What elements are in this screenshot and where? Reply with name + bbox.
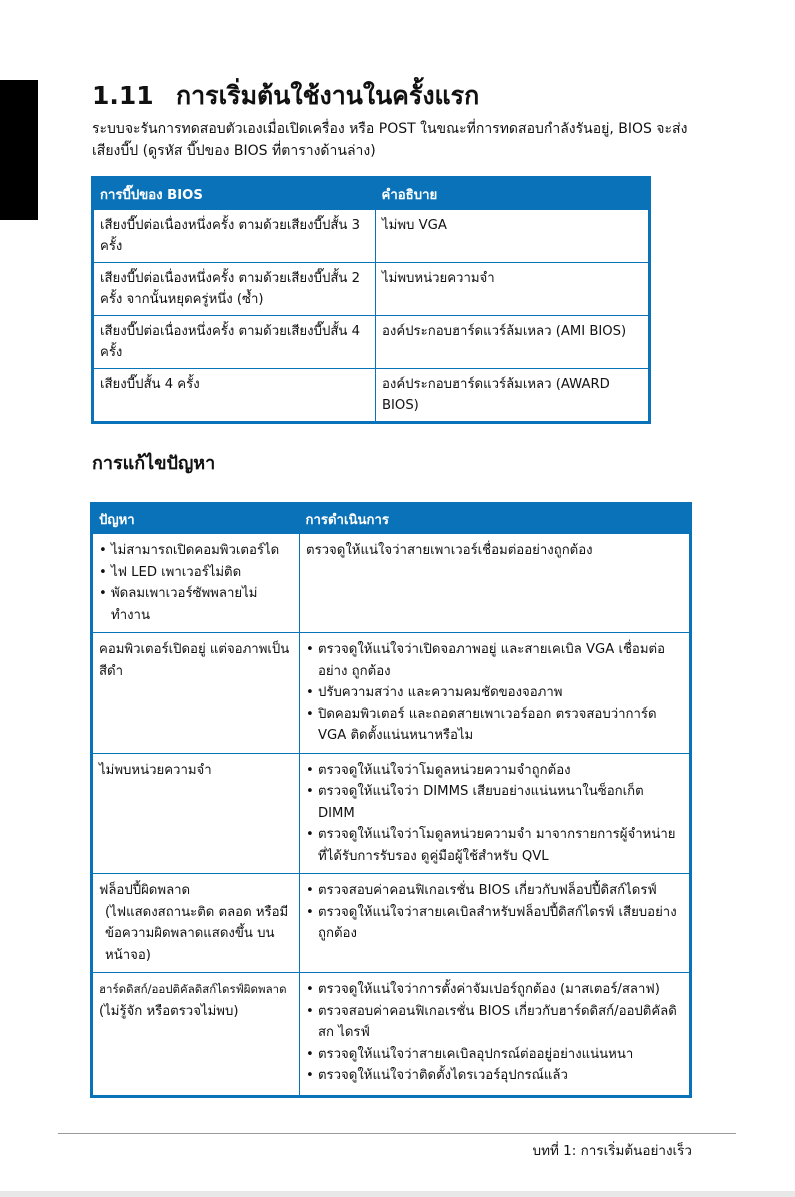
table-row xyxy=(92,534,691,633)
action-cell xyxy=(300,753,691,874)
header-beep: การบี๊ปของ BIOS xyxy=(93,178,376,210)
table-row xyxy=(93,263,650,316)
description-cell: ไม่พบ VGA xyxy=(376,210,650,263)
beep-cell: เสียงบี๊ปต่อเนื่องหนึ่งครั้ง ตามด้วยเสียงบี๊ปสั้น 3 ครั้ง xyxy=(93,210,376,263)
bottom-edge-strip xyxy=(0,1191,795,1197)
problem-detail: (ไม่รู้จัก หรือตรวจไม่พบ) xyxy=(99,1003,239,1019)
table-row xyxy=(93,210,650,263)
problem-item: • ไฟ LED เพาเวอร์ไม่ติด xyxy=(99,562,293,584)
action-item: • ตรวจสอบค่าคอนฟิเกอเรชั่น BIOS เกี่ยวกับฮาร์ดดิสก์/ออปติคัลดิสก ไดรฟ์ xyxy=(306,1001,683,1044)
action-item: • ตรวจดูให้แน่ใจว่าเปิดจอภาพอยู่ และสายเคเบิล VGA เชื่อมต่ออย่าง ถูกต้อง xyxy=(306,639,683,682)
footer-divider xyxy=(58,1133,736,1134)
chapter-side-tab xyxy=(0,80,38,220)
table-header-row xyxy=(92,504,691,534)
section-number: 1.11 xyxy=(92,81,154,110)
problem-title: ฟล็อปปี้ผิดพลาด xyxy=(99,883,191,898)
problem-cell xyxy=(92,874,300,973)
troubleshooting-table xyxy=(90,502,692,1098)
problem-cell: คอมพิวเตอร์เปิดอยู่ แต่จอภาพเป็นสีดำ xyxy=(92,633,300,754)
beep-cell: เสียงบี๊ปสั้น 4 ครั้ง xyxy=(93,369,376,423)
action-item: • ตรวจดูให้แน่ใจว่าสายเคเบิลอุปกรณ์ต่ออยู่อย่างแน่นหนา xyxy=(306,1044,683,1066)
table-row xyxy=(92,633,691,754)
action-item: • ตรวจดูให้แน่ใจว่าโมดูลหน่วยความจำถูกต้อง xyxy=(306,760,683,782)
description-cell: องค์ประกอบฮาร์ดแวร์ล้มเหลว (AWARD BIOS) xyxy=(376,369,650,423)
bios-beep-table xyxy=(91,176,651,424)
action-cell xyxy=(300,633,691,754)
intro-paragraph: ระบบจะรันการทดสอบตัวเองเมื่อเปิดเครื่อง หรือ POST ในขณะที่การทดสอบกำลังรันอยู่, BIOS จะส่งเสียงบี๊ป (ดูรหัส บี๊ปของ BIOS ที่ตารางด้านล่าง) xyxy=(92,121,688,159)
action-item: • ปรับความสว่าง และความคมชัดของจอภาพ xyxy=(306,682,683,704)
action-item: • ตรวจดูให้แน่ใจว่าการตั้งค่าจัมเปอร์ถูกต้อง (มาสเตอร์/สลาฟ) xyxy=(306,979,683,1001)
table-row xyxy=(92,874,691,973)
table-row xyxy=(92,753,691,874)
table-row xyxy=(92,973,691,1097)
action-item: • ตรวจดูให้แน่ใจว่าโมดูลหน่วยความจำ มาจากรายการผู้จำหน่ายที่ได้รับการรับรอง ดูคู่มือผู้ใช้สำหรับ QVL xyxy=(306,824,683,867)
action-cell: ตรวจดูให้แน่ใจว่าสายเพาเวอร์เชื่อมต่ออย่างถูกต้อง xyxy=(300,534,691,633)
troubleshooting-heading: การแก้ไขปัญหา xyxy=(92,453,216,474)
problem-cell xyxy=(92,973,300,1097)
action-item: • ตรวจสอบค่าคอนฟิเกอเรชั่น BIOS เกี่ยวกับฟล็อปปี้ดิสก์ไดรฟ์ xyxy=(306,880,683,902)
problem-item: • ไม่สามารถเปิดคอมพิวเตอร์ได xyxy=(99,540,293,562)
action-item: • ปิดคอมพิวเตอร์ และถอดสายเพาเวอร์ออก ตรวจสอบว่าการ์ด VGA ติดตั้งแน่นหนาหรือไม xyxy=(306,704,683,747)
problem-cell: ไม่พบหน่วยความจำ xyxy=(92,753,300,874)
problem-detail: (ไฟแสดงสถานะติด ตลอด หรือมีข้อความผิดพลาดแสดงขึ้น บนหน้าจอ) xyxy=(105,904,289,963)
section-title xyxy=(92,76,479,116)
table-header-row xyxy=(93,178,650,210)
action-cell xyxy=(300,973,691,1097)
beep-cell: เสียงบี๊ปต่อเนื่องหนึ่งครั้ง ตามด้วยเสียงบี๊ปสั้น 4 ครั้ง xyxy=(93,316,376,369)
action-item: • ตรวจดูให้แน่ใจว่าติดตั้งไดรเวอร์อุปกรณ์แล้ว xyxy=(306,1065,683,1087)
section-title-text: การเริ่มต้นใช้งานในครั้งแรก xyxy=(176,81,480,110)
description-cell: ไม่พบหน่วยความจำ xyxy=(376,263,650,316)
table-row xyxy=(93,316,650,369)
page-footer: บทที่ 1: การเริ่มต้นอย่างเร็ว xyxy=(532,1143,692,1159)
problem-title: ฮาร์ดดิสก์/ออปติคัลดิสก์ไดรฟ์ผิดพลาด xyxy=(99,982,287,996)
description-cell: องค์ประกอบฮาร์ดแวร์ล้มเหลว (AMI BIOS) xyxy=(376,316,650,369)
header-problem: ปัญหา xyxy=(92,504,300,534)
table-row xyxy=(93,369,650,423)
header-action: การดำเนินการ xyxy=(300,504,691,534)
header-description: คำอธิบาย xyxy=(376,178,650,210)
action-cell xyxy=(300,874,691,973)
problem-item: • พัดลมเพาเวอร์ซัพพลายไม่ทำงาน xyxy=(99,583,293,626)
beep-cell: เสียงบี๊ปต่อเนื่องหนึ่งครั้ง ตามด้วยเสียงบี๊ปสั้น 2 ครั้ง จากนั้นหยุดครู่หนึ่ง (ซ้ำ) xyxy=(93,263,376,316)
action-item: • ตรวจดูให้แน่ใจว่า DIMMS เสียบอย่างแน่นหนาในซ็อกเก็ต DIMM xyxy=(306,781,683,824)
action-item: • ตรวจดูให้แน่ใจว่าสายเคเบิลสำหรับฟล็อปปี้ดิสก์ไดรฟ์ เสียบอย่าง ถูกต้อง xyxy=(306,902,683,945)
problem-cell xyxy=(92,534,300,633)
